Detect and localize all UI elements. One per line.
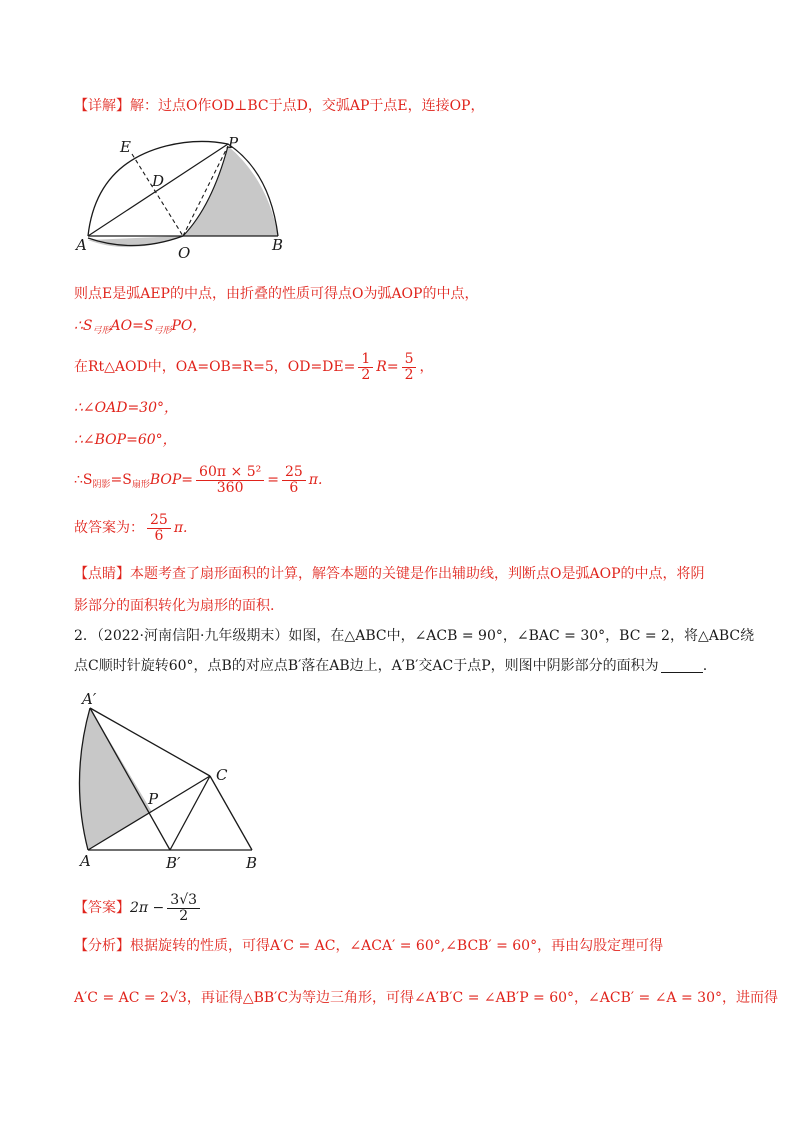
label-a: A <box>76 236 87 254</box>
fraction-result: $\frac{25}{6}$ <box>282 465 306 496</box>
label-b: B <box>272 236 284 254</box>
figure-semicircle-fold <box>74 134 294 274</box>
dianjing-line-1: 【点睛】本题考查了扇形面积的计算，解答本题的关键是作出辅助线，判断点O是弧AOP的中点，将阴 <box>74 566 705 582</box>
label-b: B <box>246 854 258 870</box>
label-o: O <box>178 244 191 262</box>
shaded-region <box>79 708 152 850</box>
detail-tag: 【详解】 <box>74 98 130 114</box>
analysis-tag: 【分析】 <box>74 938 130 954</box>
q2-line-2: 点C顺时针旋转60°，点B的对应点B′落在AB边上，A′B′交AC于点P，则图中阴影部分的面积为 . <box>74 658 708 674</box>
q2-line-1: 2．（2022·河南信阳·九年级期末）如图，在△ABC中，∠ACB = 90°，∠BAC = 30°，BC = 2，将△ABC绕 <box>74 628 755 644</box>
label-p: P <box>148 790 159 808</box>
label-c: C <box>216 766 228 784</box>
figure-rotation-triangle <box>70 690 290 870</box>
answer-blank <box>661 658 703 673</box>
detail-text-2: 则点E是弧AEP的中点，由折叠的性质可得点O为弧AOP的中点， <box>74 286 479 302</box>
detail-text-4: 在Rt△AOD中，OA=OB=R=5，OD=DE= $\frac{1}{2}$ R= $\frac{5}{2}$ ， <box>74 350 434 383</box>
detail-text-5: ∴∠OAD=30°， <box>74 400 178 416</box>
label-a-prime: A′ <box>82 690 97 708</box>
detail-text-7: $\therefore S_{阴影}=S_{扇形}BOP=$ $\frac{\text{60π × 5²}}{360}$ = $\frac{25}{6}$ π. <box>74 463 323 496</box>
fraction-answer-2: $\frac{3√3}{2}$ <box>167 893 200 924</box>
label-a: A <box>80 852 91 870</box>
analysis-line-1: 【分析】根据旋转的性质，可得A′C = AC，∠ACA′ = 60°,∠BCB′ = 60°，再由勾股定理可得 <box>74 938 664 954</box>
detail-text-3: $\therefore S_{弓形}AO=S_{弓形}PO$， <box>74 318 207 336</box>
answer-tag: 【答案】 <box>74 900 130 916</box>
label-d: D <box>152 172 165 190</box>
label-b-prime: B′ <box>166 854 181 870</box>
answer-line: 【答案】2π − $\frac{3√3}{2}$ <box>74 888 203 928</box>
detail-answer: 故答案为： $\frac{25}{6}$ π. <box>74 511 188 544</box>
label-p: P <box>228 134 239 152</box>
fraction-half: $\frac{1}{2}$ <box>358 352 373 383</box>
fraction-five-halves: $\frac{5}{2}$ <box>402 352 417 383</box>
detail-text-6: ∴∠BOP=60°， <box>74 432 177 448</box>
fraction-answer: $\frac{25}{6}$ <box>147 513 171 544</box>
fraction-sector-area: $\frac{\text{60π × 5²}}{360}$ <box>196 465 264 496</box>
detail-text-1: 解：过点O作OD⊥BC于点D，交弧AP于点E，连接OP， <box>130 98 485 114</box>
shaded-segment-po <box>183 146 278 236</box>
dianjing-tag: 【点睛】 <box>74 566 130 582</box>
detail-line-1 <box>74 96 484 116</box>
dianjing-line-2: 影部分的面积转化为扇形的面积. <box>74 598 275 614</box>
analysis-line-2: A′C = AC = 2√3，再证得△BB′C为等边三角形，可得∠A′B′C = ∠AB′P = 60°，∠ACB′ = ∠A = 30°，进而得 <box>74 990 778 1006</box>
label-e: E <box>120 138 131 156</box>
